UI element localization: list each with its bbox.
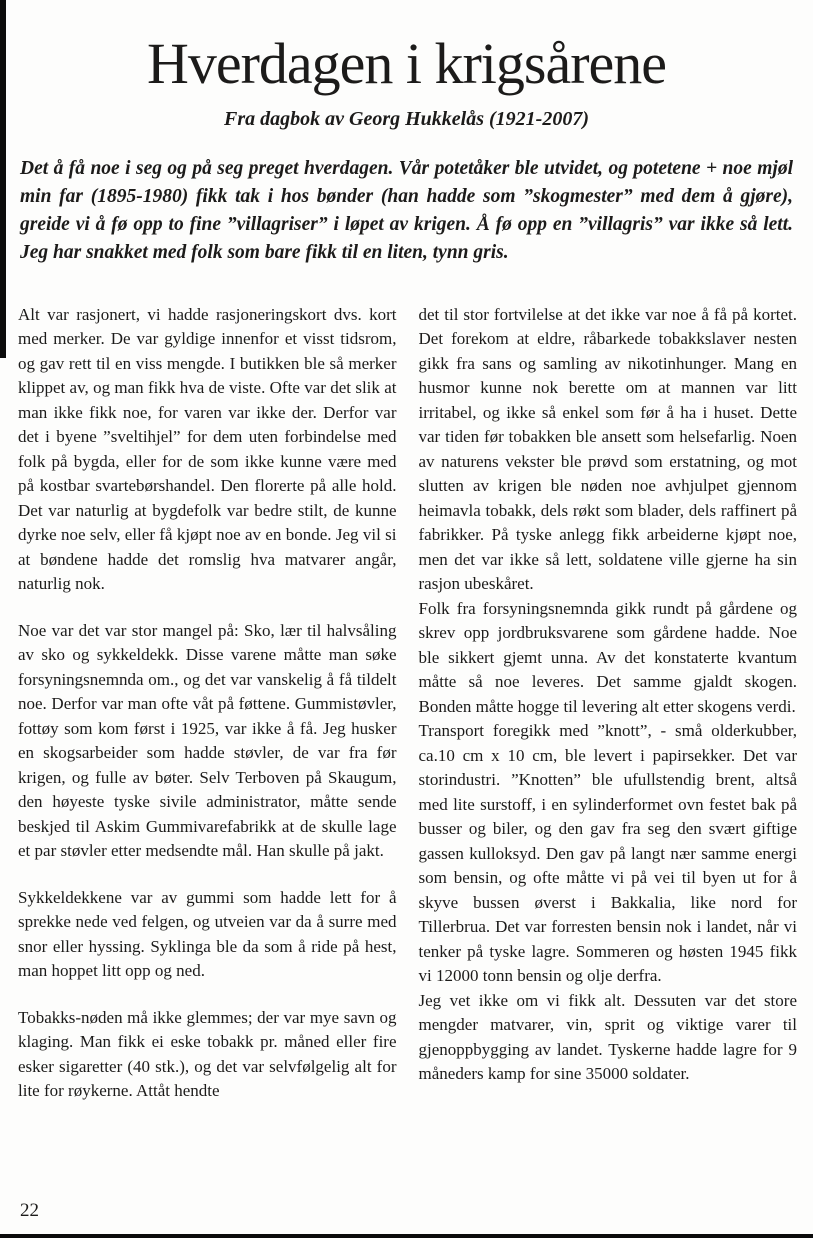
right-paragraph-1: det til stor fortvilelse at det ikke var noe å få på kortet. Det forekom at eldre, råbarkede tobakkslaver nesten gikk fra sans og samling av nikotinhunger. Mang en husmor kunne nok berette om at mannen var litt irritabel, og ikke så enkel som før å ha i huset. Dette var tiden før tobakken ble ansett som helsefarlig. Noen av naturens vekster ble prøvd som erstatning, og mot slutten av krigen ble nøden noe avhjulpet gjennom heimavla tobakk, dels røkt som blader, dels raffinert på fabrikker. På tyske anlegg fikk arbeiderne kjøpt noe, men det var ikke så lett, soldatene ville gjerne ha sin rasjon ubeskåret.	[418, 304, 797, 594]
left-paragraph-2: Noe var det var stor mangel på: Sko, lær til halvsåling av sko og sykkeldekk. Disse varene måtte man søke forsyningsnemnda om., og det var vanskelig å få tildelt noe. Derfor var man ofte våt på føttene. Gummistøvler, fottøy som kom først i 1925, var ikke å få. Jeg husker en skogsarbeider som hadde støvler, de var fra før krigen, og fulle av bøter. Selv Terboven på Skaugum, den høyeste tyske sivile administrator, måtte sende beskjed til Askim Gummivarefabrikk at de skulle lage et par støvler etter medsendte mål. Han skulle på jakt.	[18, 620, 397, 861]
two-column-body	[18, 303, 797, 1126]
scan-artifact-left-edge	[0, 0, 6, 358]
page-number: 22	[20, 1200, 39, 1221]
page-title: Hverdagen i krigsårene	[146, 31, 667, 96]
scan-artifact-bottom-edge	[0, 1234, 813, 1238]
page-subtitle: Fra dagbok av Georg Hukkelås (1921-2007)	[224, 107, 589, 130]
intro-paragraph: Det å få noe i seg og på seg preget hverdagen. Vår potetåker ble utvidet, og potetene + noe mjøl min far (1895-1980) fikk tak i hos bønder (han hadde som ”skogmester” med dem å gjøre), greide vi å fø opp to fine ”villagriser” i løpet av krigen. Å fø opp en ”villagris” var ikke så lett. Jeg har snakket med folk som bare fikk til en liten, tynn gris.	[20, 157, 793, 263]
right-paragraph-2: Folk fra forsyningsnemnda gikk rundt på gårdene og skrev opp jordbruksvarene som gårdene hadde. Noe ble sikkert gjemt unna. Av det konstaterte kvantum måtte så noe leveres. Det samme gjaldt skogen. Bonden måtte hogge til levering alt etter skogens verdi.	[418, 598, 797, 716]
left-paragraph-3: Sykkeldekkene var av gummi som hadde lett for å sprekke nede ved felgen, og utveien var da å surre med snor eller hyssing. Syklinga ble da som å ride på hest, man hoppet litt opp og ned.	[18, 887, 397, 981]
left-column	[18, 303, 397, 1126]
right-column	[419, 303, 798, 1126]
left-paragraph-1: Alt var rasjonert, vi hadde rasjoneringskort dvs. kort med merker. De var gyldige innenfor et visst tidsrom, og gav rett til en viss mengde. I butikken ble så merker klippet av, og man fikk hva de viste. Ofte var det slik at man ikke fikk noe, for varen var ikke der. Derfor var det i byene ”sveltihjel” for dem uten forbindelse med folk på bygda, eller for de som ikke kunne være med på kostbar svartebørshandel. Den florerte på alle hold. Det var naturlig at bygdefolk var bedre stilt, de kunne dyrke noe selv, eller få kjøpt noe av en bonde. Jeg vil si at bøndene hadde det romslig hva matvarer angår, naturlig nok.	[18, 304, 397, 594]
right-paragraph-4: Jeg vet ikke om vi fikk alt. Dessuten var det store mengder matvarer, vin, sprit og viktige varer til gjenoppbygging av landet. Tyskerne hadde lagre for 9 måneders kamp for sine 35000 soldater.	[418, 990, 797, 1084]
left-paragraph-4: Tobakks-nøden må ikke glemmes; der var mye savn og klaging. Man fikk ei eske tobakk pr. måned eller fire esker sigaretter (40 stk.), og det var selvfølgelig alt for lite for røykerne. Attåt hendte	[18, 1007, 397, 1101]
right-paragraph-3: Transport foregikk med ”knott”, - små olderkubber, ca.10 cm x 10 cm, ble levert i papirsekker. Det var storindustri. ”Knotten” ble ufullstendig brent, altså med lite surstoff, i en sylinderformet ovn festet bak på busser og biler, og den gav fra seg den svært giftige gassen kulloksyd. Den gav på langt nær samme energi som bensin, og ofte måtte vi på vei til byen ut for å skyve bussen øverst i Bakkalia, like nord for Tillerbrua. Det var forresten bensin nok i landet, når vi tenker på tyske lagre. Sommeren og høsten 1945 fikk vi 12000 tonn bensin og olje derfra.	[418, 721, 797, 986]
